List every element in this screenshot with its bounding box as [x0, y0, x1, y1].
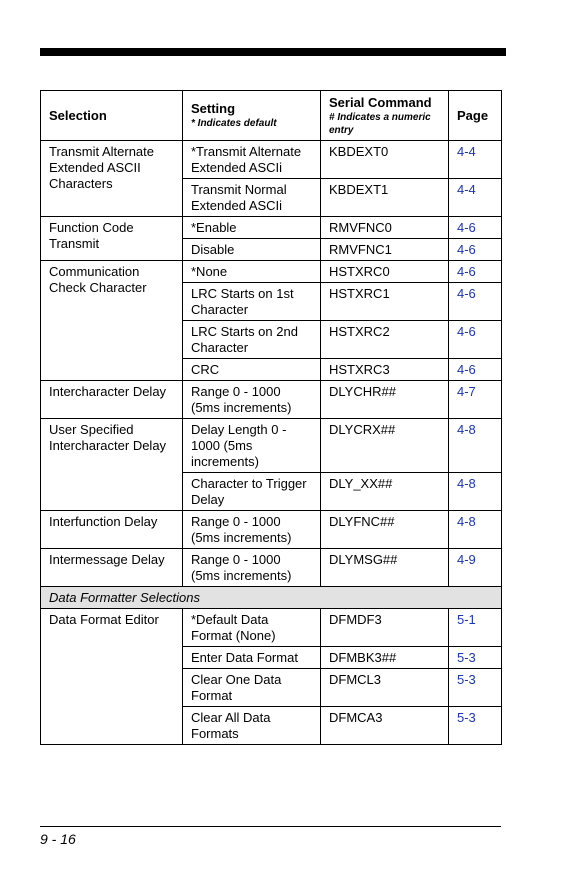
page-link[interactable]: 5-3 [449, 669, 502, 707]
section-header-row [41, 587, 502, 609]
header-selection: Selection [41, 91, 183, 141]
page-link[interactable]: 4-6 [449, 217, 502, 239]
page-link[interactable]: 4-8 [449, 511, 502, 549]
page-link[interactable]: 5-1 [449, 609, 502, 647]
page-link[interactable]: 4-8 [449, 473, 502, 511]
page-link[interactable]: 4-9 [449, 549, 502, 587]
table-row [41, 261, 502, 283]
page-link[interactable]: 4-6 [449, 261, 502, 283]
command-cell: DLY_XX## [321, 473, 449, 511]
setting-cell: CRC [183, 359, 321, 381]
page-link[interactable]: 4-7 [449, 381, 502, 419]
selection-cell: Transmit Alternate Extended ASCII Characters [41, 141, 183, 217]
setting-cell: Delay Length 0 - 1000 (5ms increments) [183, 419, 321, 473]
header-row [41, 91, 502, 141]
header-serial-note: # Indicates a numeric entry [329, 111, 431, 136]
command-cell: DLYCHR## [321, 381, 449, 419]
command-cell: KBDEXT0 [321, 141, 449, 179]
table-row [41, 549, 502, 587]
setting-cell: *Enable [183, 217, 321, 239]
command-cell: HSTXRC1 [321, 283, 449, 321]
page-link[interactable]: 4-4 [449, 179, 502, 217]
command-cell: RMVFNC1 [321, 239, 449, 261]
command-cell: HSTXRC3 [321, 359, 449, 381]
command-cell: DFMCA3 [321, 707, 449, 745]
settings-table [40, 90, 502, 745]
selection-cell: Intercharacter Delay [41, 381, 183, 419]
page-number: 9 - 16 [40, 831, 76, 847]
table-row [41, 419, 502, 473]
table-row [41, 609, 502, 647]
page-link[interactable]: 4-6 [449, 283, 502, 321]
command-cell: DFMDF3 [321, 609, 449, 647]
page-link[interactable]: 4-4 [449, 141, 502, 179]
command-cell: DLYMSG## [321, 549, 449, 587]
header-setting: Setting * Indicates default [183, 91, 321, 141]
setting-cell: Character to Trigger Delay [183, 473, 321, 511]
command-cell: DFMCL3 [321, 669, 449, 707]
selection-cell: Intermessage Delay [41, 549, 183, 587]
selection-cell: Function Code Transmit [41, 217, 183, 261]
header-setting-note: * Indicates default [191, 118, 277, 129]
page-link[interactable]: 4-6 [449, 359, 502, 381]
setting-cell: LRC Starts on 2nd Character [183, 321, 321, 359]
page-link[interactable]: 4-8 [449, 419, 502, 473]
command-cell: RMVFNC0 [321, 217, 449, 239]
header-serial-command: Serial Command # Indicates a numeric entry [321, 91, 449, 141]
command-cell: HSTXRC2 [321, 321, 449, 359]
table-row [41, 217, 502, 239]
setting-cell: Range 0 - 1000 (5ms increments) [183, 511, 321, 549]
table-row [41, 381, 502, 419]
table-row [41, 511, 502, 549]
setting-cell: *None [183, 261, 321, 283]
section-title: Data Formatter Selections [41, 587, 502, 609]
selection-cell: Communication Check Character [41, 261, 183, 381]
setting-cell: Transmit Normal Extended ASCIi [183, 179, 321, 217]
table-row [41, 141, 502, 179]
page-link[interactable]: 5-3 [449, 647, 502, 669]
setting-cell: Clear One Data Format [183, 669, 321, 707]
selection-cell: User Specified Intercharacter Delay [41, 419, 183, 511]
setting-cell: LRC Starts on 1st Character [183, 283, 321, 321]
page-link[interactable]: 5-3 [449, 707, 502, 745]
command-cell: DLYFNC## [321, 511, 449, 549]
command-cell: HSTXRC0 [321, 261, 449, 283]
setting-cell: Range 0 - 1000 (5ms increments) [183, 549, 321, 587]
selection-cell: Data Format Editor [41, 609, 183, 745]
setting-cell: *Default Data Format (None) [183, 609, 321, 647]
setting-cell: *Transmit Alternate Extended ASCIi [183, 141, 321, 179]
setting-cell: Range 0 - 1000 (5ms increments) [183, 381, 321, 419]
command-cell: KBDEXT1 [321, 179, 449, 217]
setting-cell: Enter Data Format [183, 647, 321, 669]
command-cell: DLYCRX## [321, 419, 449, 473]
footer-rule [40, 826, 501, 827]
header-page: Page [449, 91, 502, 141]
selection-cell: Interfunction Delay [41, 511, 183, 549]
setting-cell: Clear All Data Formats [183, 707, 321, 745]
setting-cell: Disable [183, 239, 321, 261]
top-rule [40, 48, 506, 56]
page-link[interactable]: 4-6 [449, 239, 502, 261]
command-cell: DFMBK3## [321, 647, 449, 669]
page-link[interactable]: 4-6 [449, 321, 502, 359]
